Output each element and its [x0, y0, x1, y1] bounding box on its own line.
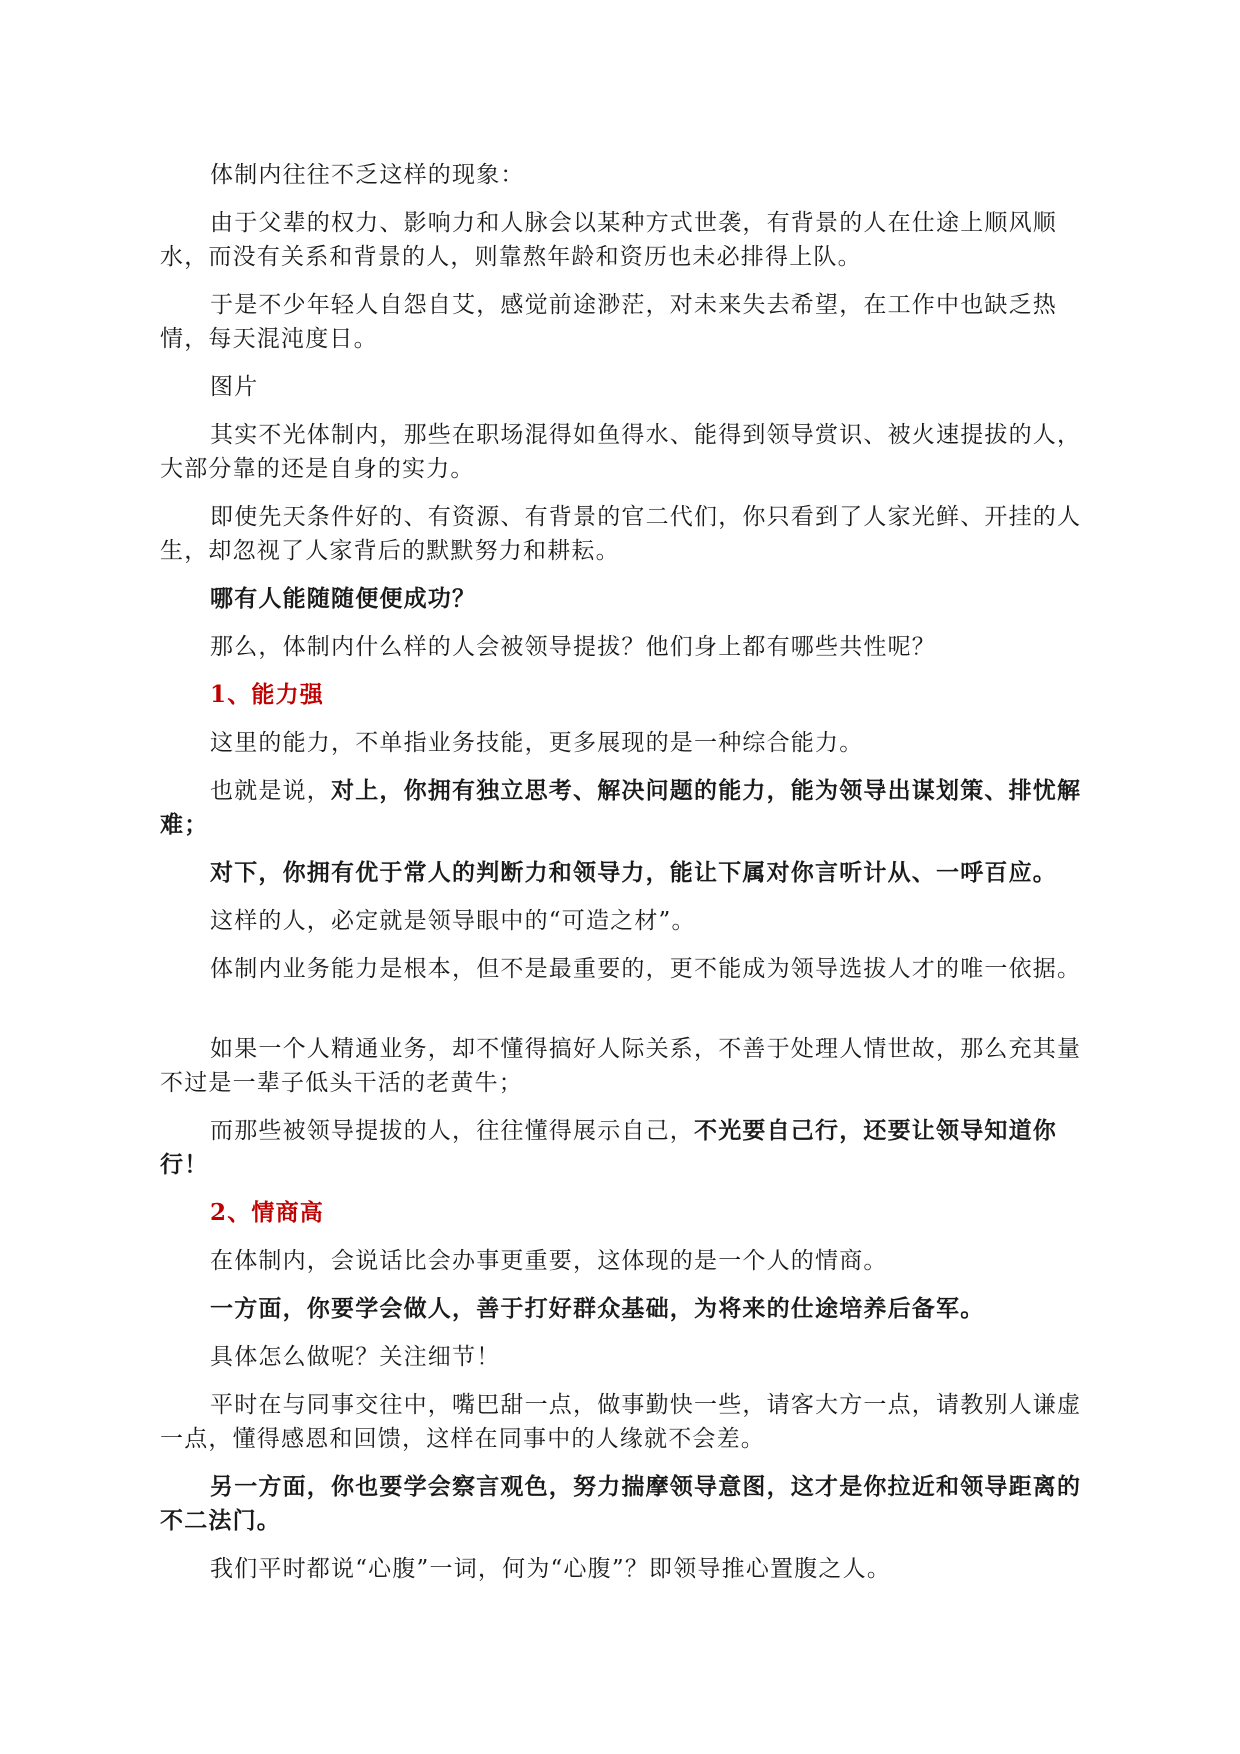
document-page: [160, 158, 1090, 1600]
bold-paragraph: 一方面，你要学会做人，善于打好群众基础，为将来的仕途培养后备军。: [210, 1295, 985, 1322]
paragraph-lead: 而那些被领导提拔的人，往往懂得展示自己，: [210, 1118, 694, 1144]
paragraph: 平时在与同事交往中，嘴巴甜一点，做事勤快一些，请客大方一点，请教别人谦虚一点，懂得感恩和回馈，这样在同事中的人缘就不会差。: [160, 1392, 1082, 1452]
bold-paragraph: 哪有人能随随便便成功？: [210, 585, 477, 612]
paragraph: 我们平时都说“心腹”一词，何为“心腹”？即领导推心置腹之人。: [210, 1556, 892, 1582]
paragraph: 这里的能力，不单指业务技能，更多展现的是一种综合能力。: [210, 730, 864, 756]
paragraph: 具体怎么做呢？关注细节！: [210, 1344, 501, 1370]
spacer: [160, 1000, 1090, 1032]
paragraph: 即使先天条件好的、有资源、有背景的官二代们，你只看到了人家光鲜、开挂的人生，却忽视了人家背后的默默努力和耕耘。: [160, 504, 1082, 564]
section-heading: 1、能力强: [210, 681, 325, 708]
paragraph: 如果一个人精通业务，却不懂得搞好人际关系，不善于处理人情世故，那么充其量不过是一辈子低头干活的老黄牛；: [160, 1036, 1082, 1096]
paragraph: 体制内往往不乏这样的现象：: [210, 162, 525, 188]
paragraph: 于是不少年轻人自怨自艾，感觉前途渺茫，对未来失去希望，在工作中也缺乏热情，每天混沌度日。: [160, 292, 1057, 352]
paragraph: 体制内业务能力是根本，但不是最重要的，更不能成为领导选拔人才的唯一依据。: [210, 956, 1082, 982]
paragraph-lead: 也就是说，: [210, 778, 331, 804]
paragraph: 由于父辈的权力、影响力和人脉会以某种方式世袭，有背景的人在仕途上顺风顺水，而没有关系和背景的人，则靠熬年龄和资历也未必排得上队。: [160, 210, 1057, 270]
paragraph: [160, 774, 1090, 842]
section-heading: 2、情商高: [210, 1199, 325, 1226]
bold-paragraph: 对下，你拥有优于常人的判断力和领导力，能让下属对你言听计从、一呼百应。: [210, 859, 1057, 886]
paragraph: 这样的人，必定就是领导眼中的“可造之材”。: [210, 908, 696, 934]
paragraph-bold-part: 对上，你拥有独立思考、解决问题的能力，能为领导出谋划策、排忧解难；: [160, 777, 1082, 838]
image-placeholder-text: 图片: [210, 374, 259, 400]
paragraph-bold-part: 不光要自己行，还要让领导知道你行！: [160, 1117, 1057, 1178]
paragraph: 在体制内，会说话比会办事更重要，这体现的是一个人的情商。: [210, 1248, 888, 1274]
bold-paragraph: 另一方面，你也要学会察言观色，努力揣摩领导意图，这才是你拉近和领导距离的不二法门。: [160, 1473, 1082, 1534]
paragraph: 那么，体制内什么样的人会被领导提拔？他们身上都有哪些共性呢？: [210, 634, 936, 660]
paragraph: [160, 1114, 1090, 1182]
paragraph: 其实不光体制内，那些在职场混得如鱼得水、能得到领导赏识、被火速提拔的人，大部分靠的还是自身的实力。: [160, 422, 1082, 482]
